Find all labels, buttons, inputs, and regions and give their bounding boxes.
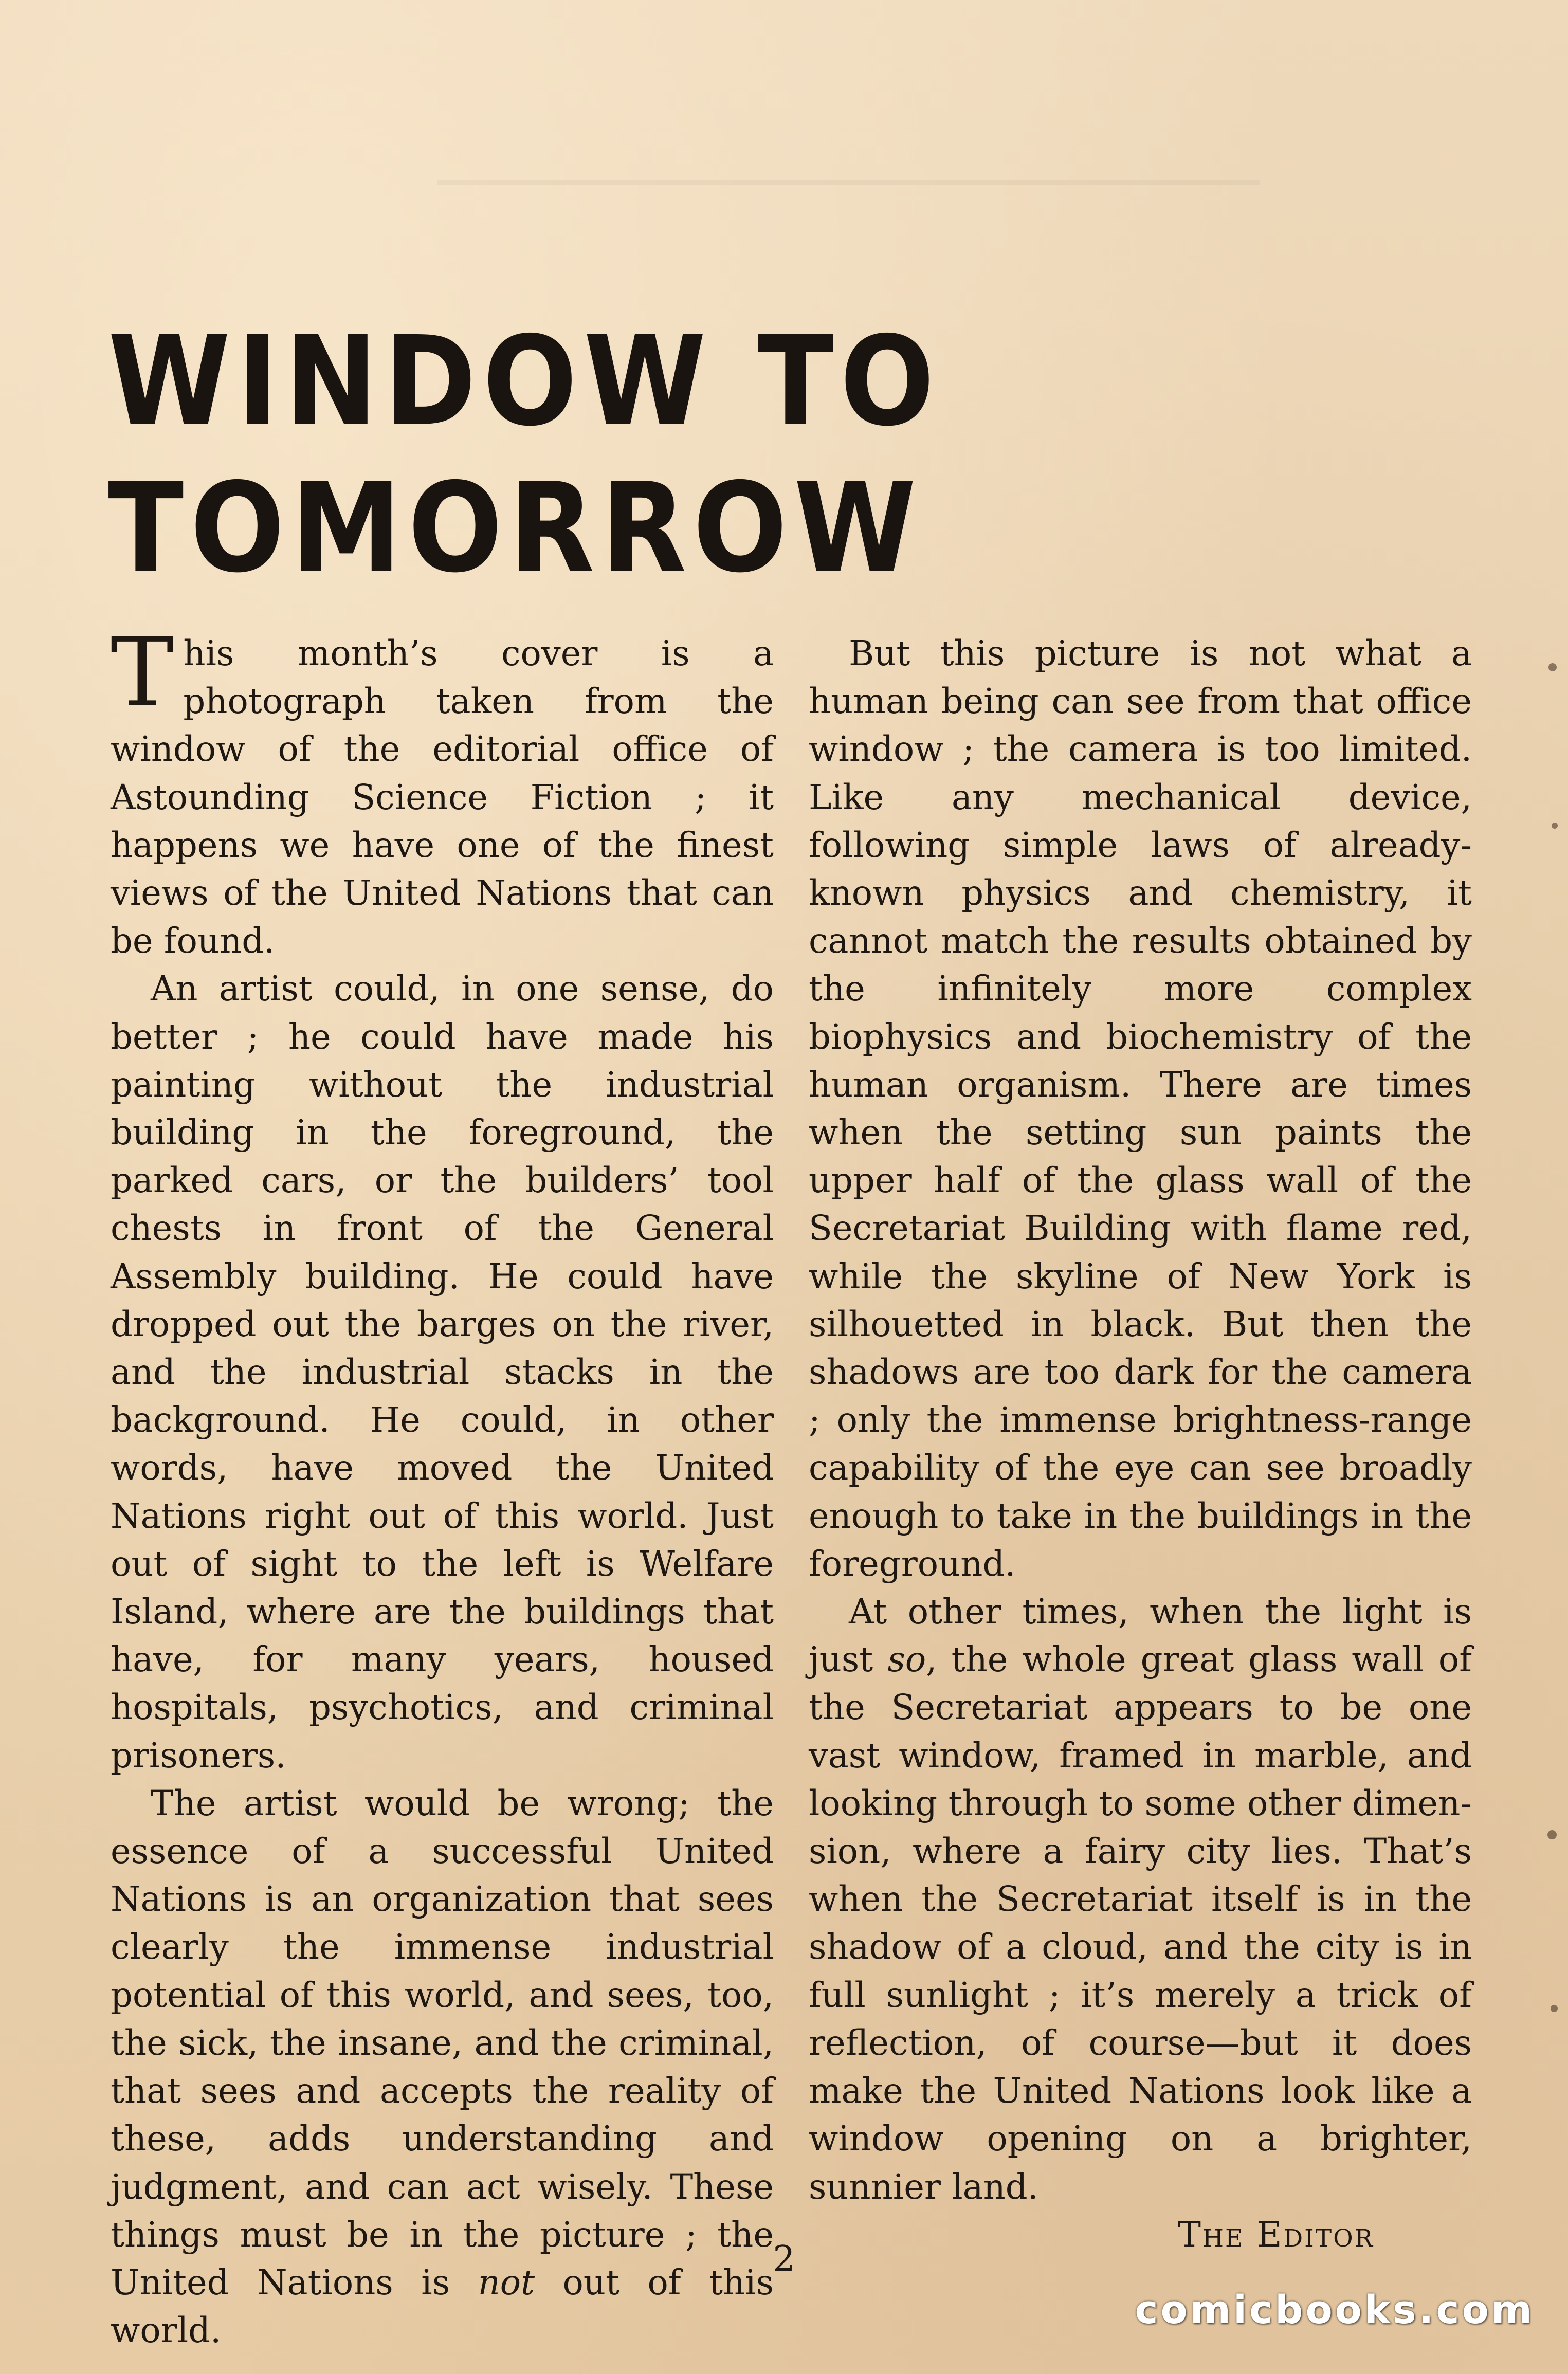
paragraph — [809, 1588, 1472, 2211]
paragraph — [111, 617, 774, 965]
bleed-through-rule — [437, 180, 1260, 185]
paragraph — [111, 1780, 774, 2354]
paragraph-text: At other times, when the light is just — [809, 1592, 1472, 1680]
drop-cap: T — [111, 617, 174, 728]
article-title — [108, 308, 941, 601]
editor-signature: The Editor — [1178, 2214, 1374, 2255]
article-title-line-2: TOMORROW — [108, 456, 923, 600]
left-column — [111, 617, 774, 2354]
paragraph: But this picture is not what a human being can see from that office window ; the camera is too limited. Like any mechanical device, following simple laws of already-known physics and chemistry, it cannot match the results obtained by the infinitely more complex biophysics and biochemistry of the human organism. There are times when the setting sun paints the upper half of the glass wall of the Secretariat Building with flame red, while the skyline of New York is silhouetted in black. But then the shadows are too dark for the camera ; only the immense brightness-range capability of the eye can see broadly enough to take in the buildings in the foreground. — [809, 633, 1472, 1584]
paper-blemish — [1551, 2005, 1558, 2012]
paragraph-text: , the whole great glass wall of the Secretariat appears to be one vast window, framed in marble, and looking through to some other dimension, where a fairy city lies. That’s when the Secretariat itself is in the shadow of a cloud, and the city is in full sunlight ; it’s merely a trick of reflection, of course—but it does make the United Nations look like a window opening on a brighter, sunnier land. — [809, 1639, 1472, 2207]
paragraph-text: The artist would be wrong; the essence of a successful United Nations is an organization that sees clearly the immense industrial potential of this world, and sees, too, the sick, the insane, and the criminal, that sees and accepts the reality of these, adds understanding and judgment, and can act wisely. These things must be in the picture ; the United Nations is — [111, 1783, 774, 2303]
emphasis-text: not — [478, 2262, 535, 2303]
paper-blemish — [1552, 823, 1558, 829]
site-watermark: comicbooks.com — [1135, 2287, 1535, 2332]
paragraph: An artist could, in one sense, do better ; he could have made his painting without the industrial building in the foreground, the parked cars, or the builders’ tool chests in front of the General Assembly building. He could have dropped out the barges on the river, and the industrial stacks in the background. He could, in other words, have moved the United Nations right out of this world. Just out of sight to the left is Welfare Island, where are the buildings that have, for many years, housed hospitals, psychotics, and criminal prisoners. — [111, 969, 774, 1776]
paper-blemish — [1547, 1830, 1557, 1839]
paragraph-text: his month’s cover is a photograph taken from the window of the editorial office of Astounding Science Fiction ; it happens we have one of the finest views of the United Nations that can be found. — [111, 633, 774, 961]
emphasis-text: so — [887, 1639, 926, 1680]
page-number: 2 — [773, 2239, 795, 2279]
right-column — [809, 630, 1472, 2259]
paper-blemish — [1548, 663, 1557, 671]
article-title-line-1: WINDOW TO — [108, 309, 941, 453]
paragraph-text: out of this world. — [111, 2262, 774, 2351]
